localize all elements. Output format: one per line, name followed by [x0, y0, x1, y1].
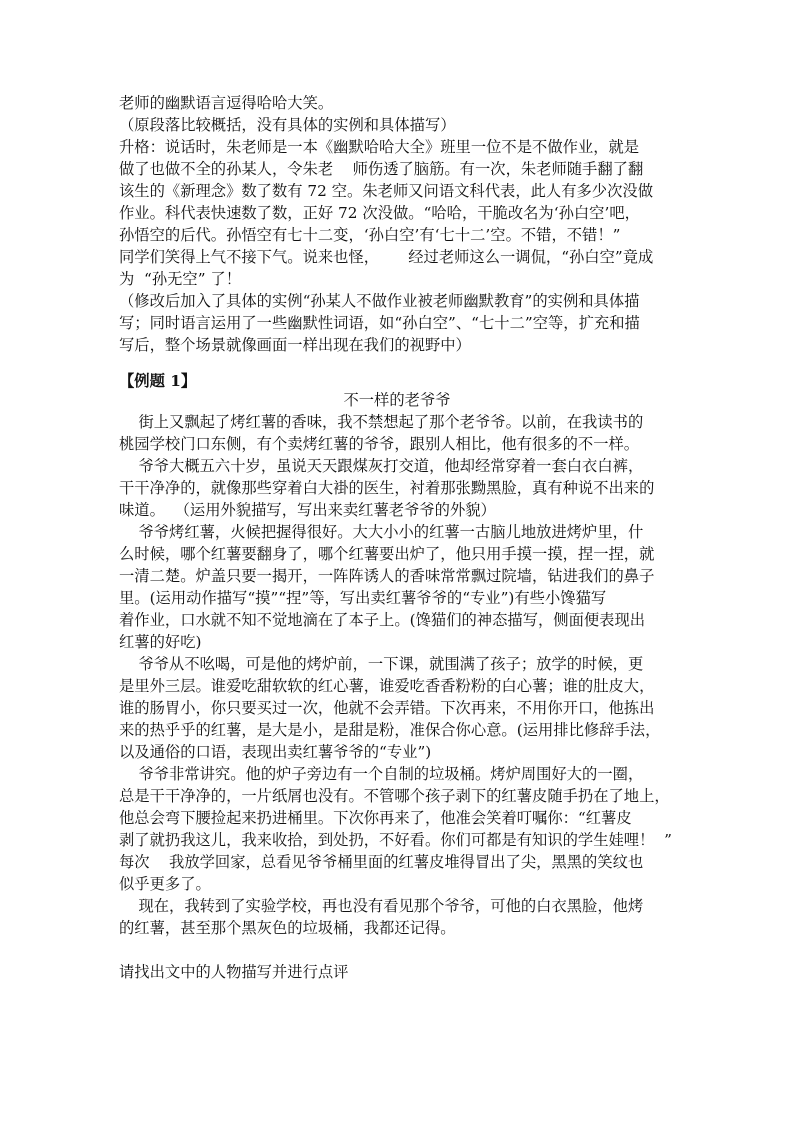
- text-line: 红薯的好吃): [119, 633, 202, 651]
- text-line: 写后，整个场景就像画面一样出现在我们的视野中）: [119, 336, 471, 354]
- example-heading: 【例题 1】: [119, 372, 197, 390]
- text-line: （修改后加入了具体的实例“孙某人不做作业被老师幽默教育”的实例和具体描: [119, 292, 640, 310]
- text-line: 孙悟空的后代。孙悟空有七十二变，‘孙白空’有‘七十二’空。不错，不错！”: [119, 226, 621, 244]
- text-line: 味道。 （运用外貌描写，写出来卖红薯老爷爷的外貌）: [119, 501, 496, 519]
- text-line: 里。(运用动作描写“摸”“捏”等，写出卖红薯爷爷的“专业”)有些小馋猫写: [119, 589, 607, 607]
- text-line: 他总会弯下腰捡起来扔进桶里。下次你再来了，他准会笑着叮嘱你：“红薯皮: [119, 809, 632, 827]
- text-line: 升格：说话时，朱老师是一本《幽默哈哈大全》班里一位不是不做作业，就是: [119, 138, 640, 156]
- text-line: 么时候，哪个红薯要翻身了，哪个红薯要出炉了，他只用手摸一摸，捏一捏，就: [119, 545, 655, 563]
- text-line: 谁的肠胃小，你只要买过一次，他就不会弄错。下次再来，不用你开口，他拣出: [119, 699, 655, 717]
- text-line: （原段落比较概括，没有具体的实例和具体描写）: [119, 116, 456, 134]
- text-line: 每次 我放学回家，总看见爷爷桶里面的红薯皮堆得冒出了尖，黑黑的笑纹也: [119, 853, 644, 871]
- text-line: 似乎更多了。: [119, 875, 211, 893]
- text-line: 现在，我转到了实验学校，再也没有看见那个爷爷，可他的白衣黑脸，他烤: [119, 897, 644, 915]
- text-line: 爷爷从不吆喝，可是他的烤炉前，一下课，就围满了孩子；放学的时候，更: [119, 655, 644, 673]
- text-line: 桃园学校门口东侧，有个卖烤红薯的爷爷，跟别人相比，他有很多的不一样。: [119, 435, 640, 453]
- text-line: 老师的幽默语言逗得哈哈大笑。: [119, 94, 334, 112]
- text-line: 写；同时语言运用了一些幽默性词语，如“孙白空”、“七十二”空等，扩充和描: [119, 314, 640, 332]
- text-line: 剥了就扔我这儿，我来收拾，到处扔，不好看。你们可都是有知识的学生娃哩！ ”: [119, 831, 672, 849]
- text-line: 爷爷烤红薯，火候把握得很好。大大小小的红薯一古脑儿地放进烤炉里，什: [119, 523, 644, 541]
- text-line: 来的热乎乎的红薯，是大是小，是甜是粉，准保合你心意。(运用排比修辞手法，: [119, 721, 661, 739]
- text-line: 着作业，口水就不知不觉地滴在了本子上。(馋猫们的神态描写，侧面便表现出: [119, 611, 646, 629]
- text-line: 街上又飘起了烤红薯的香味，我不禁想起了那个老爷爷。以前，在我读书的: [119, 413, 644, 431]
- text-line: 一清二楚。炉盖只要一揭开，一阵阵诱人的香味常常飘过院墙，钻进我们的鼻子: [119, 567, 655, 585]
- text-line: 该生的《新理念》数了数有 72 空。朱老师又问语文科代表，此人有多少次没做: [119, 182, 653, 200]
- text-line: 做了也做不全的孙某人，令朱老 师伤透了脑筋。有一次，朱老师随手翻了翻: [119, 160, 644, 178]
- text-line: 总是干干净净的，一片纸屑也没有。不管哪个孩子剥下的红薯皮随手扔在了地上，: [119, 787, 670, 805]
- story-title: 不一样的老爷爷: [343, 391, 451, 409]
- text-line: 爷爷大概五六十岁，虽说天天跟煤灰打交道，他却经常穿着一套白衣白裤，: [119, 457, 644, 475]
- text-line: 是里外三层。谁爱吃甜软软的红心薯，谁爱吃香香粉粉的白心薯；谁的肚皮大，: [119, 677, 655, 695]
- question-text: 请找出文中的人物描写并进行点评: [119, 963, 349, 981]
- text-line: 同学们笑得上气不接下气。说来也怪， 经过老师这么一调侃，“孙白空”竟成: [119, 248, 654, 266]
- text-line: 的红薯，甚至那个黑灰色的垃圾桶，我都还记得。: [119, 919, 456, 937]
- text-line: 干干净净的，就像那些穿着白大褂的医生，衬着那张黝黑脸，真有种说不出来的: [119, 479, 655, 497]
- text-line: 为 “孙无空” 了！: [119, 270, 242, 288]
- text-line: 爷爷非常讲究。他的炉子旁边有一个自制的垃圾桶。烤炉周围好大的一圈，: [119, 765, 644, 783]
- text-line: 以及通俗的口语，表现出卖红薯爷爷的“专业”): [119, 743, 432, 761]
- text-line: 作业。科代表快速数了数，正好 72 次没做。“哈哈，干脆改名为‘孙白空’吧，: [119, 204, 640, 222]
